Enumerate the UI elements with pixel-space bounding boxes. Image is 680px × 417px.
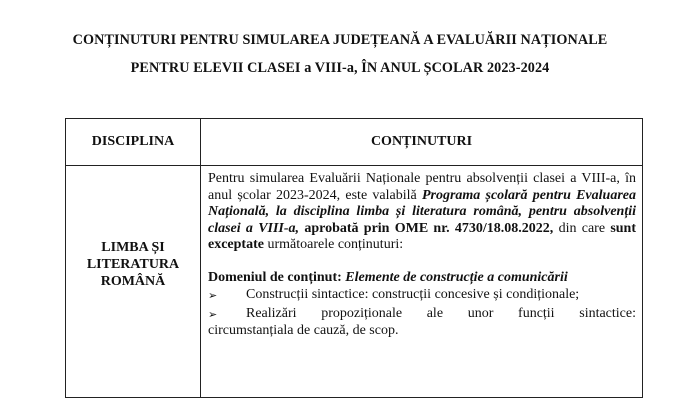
subject-line: LIMBA ȘI <box>101 240 165 255</box>
column-divider <box>200 119 201 397</box>
list-item-continuation: circumstanțiala de cauză, de scop. <box>208 323 399 338</box>
header-discipline: DISCIPLINA <box>91 134 175 149</box>
approval-order: aprobată prin OME nr. 4730/18.08.2022, <box>299 220 554 236</box>
intro-text: Pentru simularea Evaluării Naționale pentru absolvenții clasei a VIII-a, în anul școlar 2023-2024, este valabilă <box>208 171 636 203</box>
content-domain <box>208 270 636 287</box>
header-divider <box>66 165 642 166</box>
content-table <box>65 118 643 398</box>
header-content: CONȚINUTURI <box>370 134 473 149</box>
domain-value: Elemente de construcție a comunicării <box>345 269 568 285</box>
arrow-bullet-icon: ➢ <box>208 290 218 302</box>
intro-text: din care <box>553 220 611 236</box>
list-item-text: Construcții sintactice: construcții concesive și condiționale; <box>246 287 580 302</box>
content-cell <box>208 171 636 340</box>
document-title-line-1: CONȚINUTURI PENTRU SIMULAREA JUDEȚEANĂ A EVALUĂRII NAȚIONALE <box>72 32 608 48</box>
arrow-bullet-icon: ➢ <box>208 308 218 321</box>
intro-paragraph <box>208 171 636 254</box>
intro-text: următoarele conținuturi: <box>263 237 404 252</box>
list-item-text: Realizări propoziționale ale unor funcții sintactice: <box>246 305 636 321</box>
list-item <box>208 306 636 324</box>
subject-cell <box>66 239 200 290</box>
subject-line: ROMÂNĂ <box>100 274 166 289</box>
list-item <box>208 287 636 305</box>
exceptions-label: sunt exceptate <box>208 220 636 252</box>
document-title-line-2: PENTRU ELEVII CLASEI a VIII-a, ÎN ANUL ȘCOLAR 2023-2024 <box>130 60 550 76</box>
domain-label: Domeniul de conținut: <box>208 269 346 285</box>
program-title: Programa școlară pentru Evaluarea Națională, la disciplina limba și literatura română, pentru absolvenții clasei a VIII-a, <box>208 187 636 236</box>
subject-line: LITERATURA <box>86 257 180 272</box>
